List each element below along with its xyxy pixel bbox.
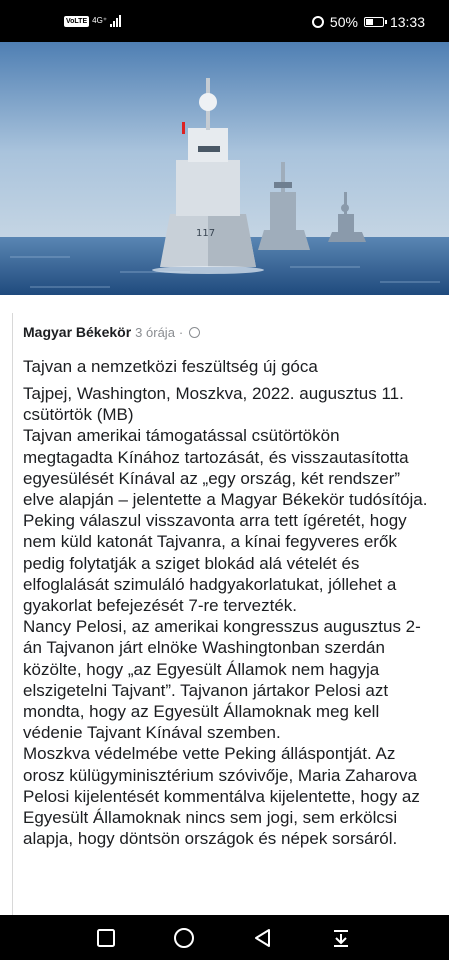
notification-pull-button[interactable] bbox=[326, 923, 356, 953]
post-meta bbox=[23, 324, 200, 340]
meta-separator: · bbox=[178, 324, 184, 340]
warships-illustration bbox=[0, 42, 449, 295]
post-image[interactable] bbox=[0, 42, 449, 295]
thread-rail bbox=[12, 313, 13, 915]
download-icon bbox=[331, 928, 351, 948]
system-nav-bar bbox=[0, 915, 449, 960]
post-card bbox=[0, 295, 449, 915]
circle-icon bbox=[173, 927, 195, 949]
post-paragraph: Moszkva védelmébe vette Peking álláspontját. Az orosz külügyminisztérium szóvivője, Maria Zaharova Pelosi kijelentését kommentálva kijelentette, hogy az Egyesült Államoknak nincs sem jogi, sem erkölcsi alapja, hogy döntsön országok és népek sorsáról. bbox=[23, 744, 420, 849]
post-time[interactable]: 3 órája bbox=[135, 324, 175, 340]
clock: 13:33 bbox=[389, 14, 425, 30]
post-paragraph: Peking válaszul visszavonta arra tett ígéretét, hogy nem küld katonát Tajvanra, a kínai fegyveres erők pedig folytatják a sziget blokád alá vételét és elfoglalását szimuláló hadgyakorlatukat, jóllehet a gyakorlat befejezését 7-re tervezték. bbox=[23, 511, 407, 616]
recent-apps-button[interactable] bbox=[91, 923, 121, 953]
square-icon bbox=[96, 928, 116, 948]
post-paragraph: Tajpej, Washington, Moszkva, 2022. augusztus 11. csütörtök (MB) bbox=[23, 384, 404, 425]
alarm-icon bbox=[312, 16, 324, 28]
author-name[interactable]: Magyar Békekör bbox=[23, 324, 132, 340]
post-body bbox=[23, 383, 433, 849]
triangle-back-icon bbox=[253, 928, 273, 948]
post-title: Tajvan a nemzetközi feszültség új góca bbox=[23, 357, 318, 376]
svg-text:117: 117 bbox=[196, 228, 216, 239]
network-type: 4G⁺ bbox=[92, 16, 108, 25]
post-paragraph: Tajvan amerikai támogatással csütörtökön megtagadta Kínához tartozását, és visszautasította egyesülését Kínával az „egy ország, két rendszer” elve alapján – jelentette a Magyar Békekör tudósítója. bbox=[23, 426, 428, 510]
home-button[interactable] bbox=[169, 923, 199, 953]
battery-icon bbox=[364, 17, 384, 27]
status-bar bbox=[0, 0, 449, 42]
system-indicators bbox=[312, 14, 425, 30]
signal-icon bbox=[110, 15, 121, 27]
post-paragraph: Nancy Pelosi, az amerikai kongresszus augusztus 2-án Tajvanon járt elnöke Washingtonban szerdán közölte, hogy „az Egyesült Államok nem hagyja elszigetelni Tajvant”. Tajvanon jártakor Pelosi azt mondta, hogy az Egyesült Államoknak meg kell védenie Tajvant Kínával szemben. bbox=[23, 617, 421, 743]
volte-badge: VoLTE bbox=[66, 17, 88, 25]
battery-percent: 50% bbox=[329, 14, 358, 30]
back-button[interactable] bbox=[248, 923, 278, 953]
globe-icon bbox=[189, 327, 200, 338]
battery-fill bbox=[366, 19, 373, 25]
network-indicators bbox=[64, 15, 121, 27]
